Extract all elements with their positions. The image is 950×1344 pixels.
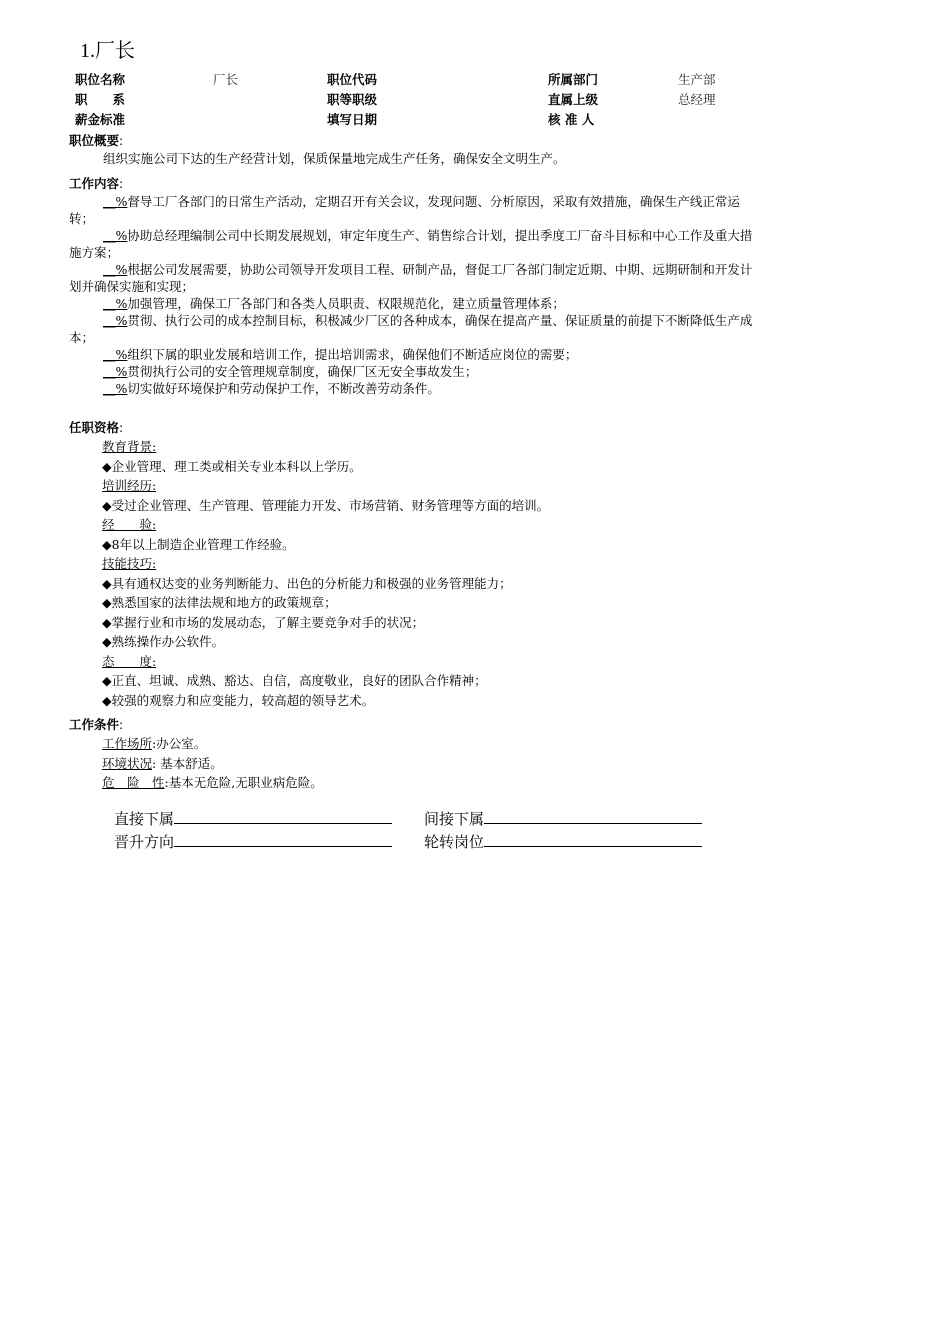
work-content-item xyxy=(69,261,759,295)
environment-value: : 基本舒适。 xyxy=(152,755,223,771)
header-value: 厂长 xyxy=(213,72,239,87)
header-row-3 xyxy=(75,110,775,130)
environment-label: 环境状况 xyxy=(102,755,153,771)
header-label: 填写日期 xyxy=(327,112,378,127)
attitude-item: ◆正直、坦诚、成熟、豁达、自信，高度敬业，良好的团队合作精神； xyxy=(102,673,487,688)
work-content-item xyxy=(69,380,759,397)
percent-blank: __% xyxy=(103,296,128,311)
work-content-text: 贯彻执行公司的安全管理规章制度，确保厂区无安全事故发生； xyxy=(127,364,478,379)
risk-label: 危 险 性 xyxy=(102,775,165,790)
header-value: 生产部 xyxy=(678,72,716,87)
rotation-positions-field xyxy=(424,831,702,852)
work-content-text: 贯彻、执行公司的成本控制目标，积极减少厂区的各种成本，确保在提高产量、保证质量的前提下不断降低生产成本； xyxy=(69,313,753,345)
header-row-1 xyxy=(75,70,775,90)
skill-item: ◆熟练操作办公软件。 xyxy=(102,634,225,649)
attitude-item: ◆较强的观察力和应变能力，较高超的领导艺术。 xyxy=(102,692,375,708)
indirect-subordinates-field xyxy=(424,808,702,829)
workplace-label: 工作场所 xyxy=(102,736,153,751)
fill-line xyxy=(484,832,702,847)
work-content-item xyxy=(69,346,759,363)
experience-label: 经 验: xyxy=(102,517,157,532)
rotation-positions-label: 轮转岗位 xyxy=(424,833,485,851)
header-label: 职位名称 xyxy=(75,72,126,87)
education-text: ◆企业管理、理工类或相关专业本科以上学历。 xyxy=(102,458,362,474)
fill-line xyxy=(174,809,392,824)
header-label: 职位代码 xyxy=(327,72,378,87)
percent-blank: __% xyxy=(103,262,128,277)
indirect-subordinates-label: 间接下属 xyxy=(424,810,485,828)
section-heading-content: 工作内容: xyxy=(69,176,124,191)
fill-line xyxy=(174,832,392,847)
skills-label: 技能技巧: xyxy=(102,556,157,571)
experience-text: ◆8年以上制造企业管理工作经验。 xyxy=(102,536,295,552)
risk-line xyxy=(102,773,762,793)
section-heading-summary: 职位概要: xyxy=(69,133,124,148)
work-content-item xyxy=(69,312,759,346)
work-content-item xyxy=(69,227,759,261)
page-title: 1.厂长 xyxy=(80,40,135,62)
environment-line xyxy=(102,754,762,774)
header-row-2 xyxy=(75,90,775,110)
qualifications-list xyxy=(102,437,762,710)
header-label: 职 系 xyxy=(75,92,126,107)
workplace-value: :办公室。 xyxy=(152,736,207,751)
position-header-table xyxy=(75,70,775,130)
skill-item: ◆掌握行业和市场的发展动态，了解主要竞争对手的状况； xyxy=(102,614,425,630)
training-text: ◆受过企业管理、生产管理、管理能力开发、市场营销、财务管理等方面的培训。 xyxy=(102,497,550,513)
work-content-text: 组织下属的职业发展和培训工作，提出培训需求，确保他们不断适应岗位的需要； xyxy=(127,347,578,362)
percent-blank: __% xyxy=(103,347,128,362)
workplace-line xyxy=(102,734,762,754)
direct-subordinates-label: 直接下属 xyxy=(114,810,175,828)
work-content-item xyxy=(69,193,759,227)
work-content-text: 督导工厂各部门的日常生产活动，定期召开有关会议，发现问题、分析原因，采取有效措施，确保生产线正常运转； xyxy=(69,194,740,226)
promotion-path-field xyxy=(114,831,392,852)
work-content-text: 根据公司发展需要，协助公司领导开发项目工程、研制产品，督促工厂各部门制定近期、中期、远期研制和开发计划并确保实施和实现； xyxy=(69,262,753,294)
conditions-list xyxy=(102,734,762,793)
work-content-text: 切实做好环境保护和劳动保护工作，不断改善劳动条件。 xyxy=(127,381,440,396)
skill-item: ◆熟悉国家的法律法规和地方的政策规章； xyxy=(102,595,337,610)
header-value: 总经理 xyxy=(678,92,716,107)
percent-blank: __% xyxy=(103,381,128,396)
header-label: 薪金标准 xyxy=(75,112,126,127)
fill-line xyxy=(484,809,702,824)
header-label: 直属上级 xyxy=(548,92,599,107)
header-label: 所属部门 xyxy=(548,72,599,87)
percent-blank: __% xyxy=(103,228,128,243)
header-label: 职等职级 xyxy=(327,92,378,107)
summary-paragraph: 组织实施公司下达的生产经营计划，保质保量地完成生产任务，确保安全文明生产。 xyxy=(103,151,566,166)
percent-blank: __% xyxy=(103,194,128,209)
education-label: 教育背景: xyxy=(102,439,157,454)
work-content-text: 加强管理，确保工厂各部门和各类人员职责、权限规范化，建立质量管理体系； xyxy=(127,296,565,311)
risk-value: :基本无危险,无职业病危险。 xyxy=(164,775,323,790)
attitude-label: 态 度: xyxy=(102,653,157,669)
training-label: 培训经历: xyxy=(102,478,157,493)
percent-blank: __% xyxy=(103,364,128,379)
work-content-text: 协助总经理编制公司中长期发展规划，审定年度生产、销售综合计划，提出季度工厂奋斗目标和中心工作及重大措施方案； xyxy=(69,228,753,260)
work-content-item xyxy=(69,363,759,380)
section-heading-conditions: 工作条件: xyxy=(69,717,124,732)
header-label: 核 准 人 xyxy=(548,112,595,127)
promotion-path-label: 晋升方向 xyxy=(114,833,175,851)
direct-subordinates-field xyxy=(114,808,392,829)
work-content-list xyxy=(69,193,759,397)
skill-item: ◆具有通权达变的业务判断能力、出色的分析能力和极强的业务管理能力； xyxy=(102,575,512,591)
work-content-item xyxy=(69,295,759,312)
percent-blank: __% xyxy=(103,313,128,328)
section-heading-qualifications: 任职资格: xyxy=(69,420,124,435)
